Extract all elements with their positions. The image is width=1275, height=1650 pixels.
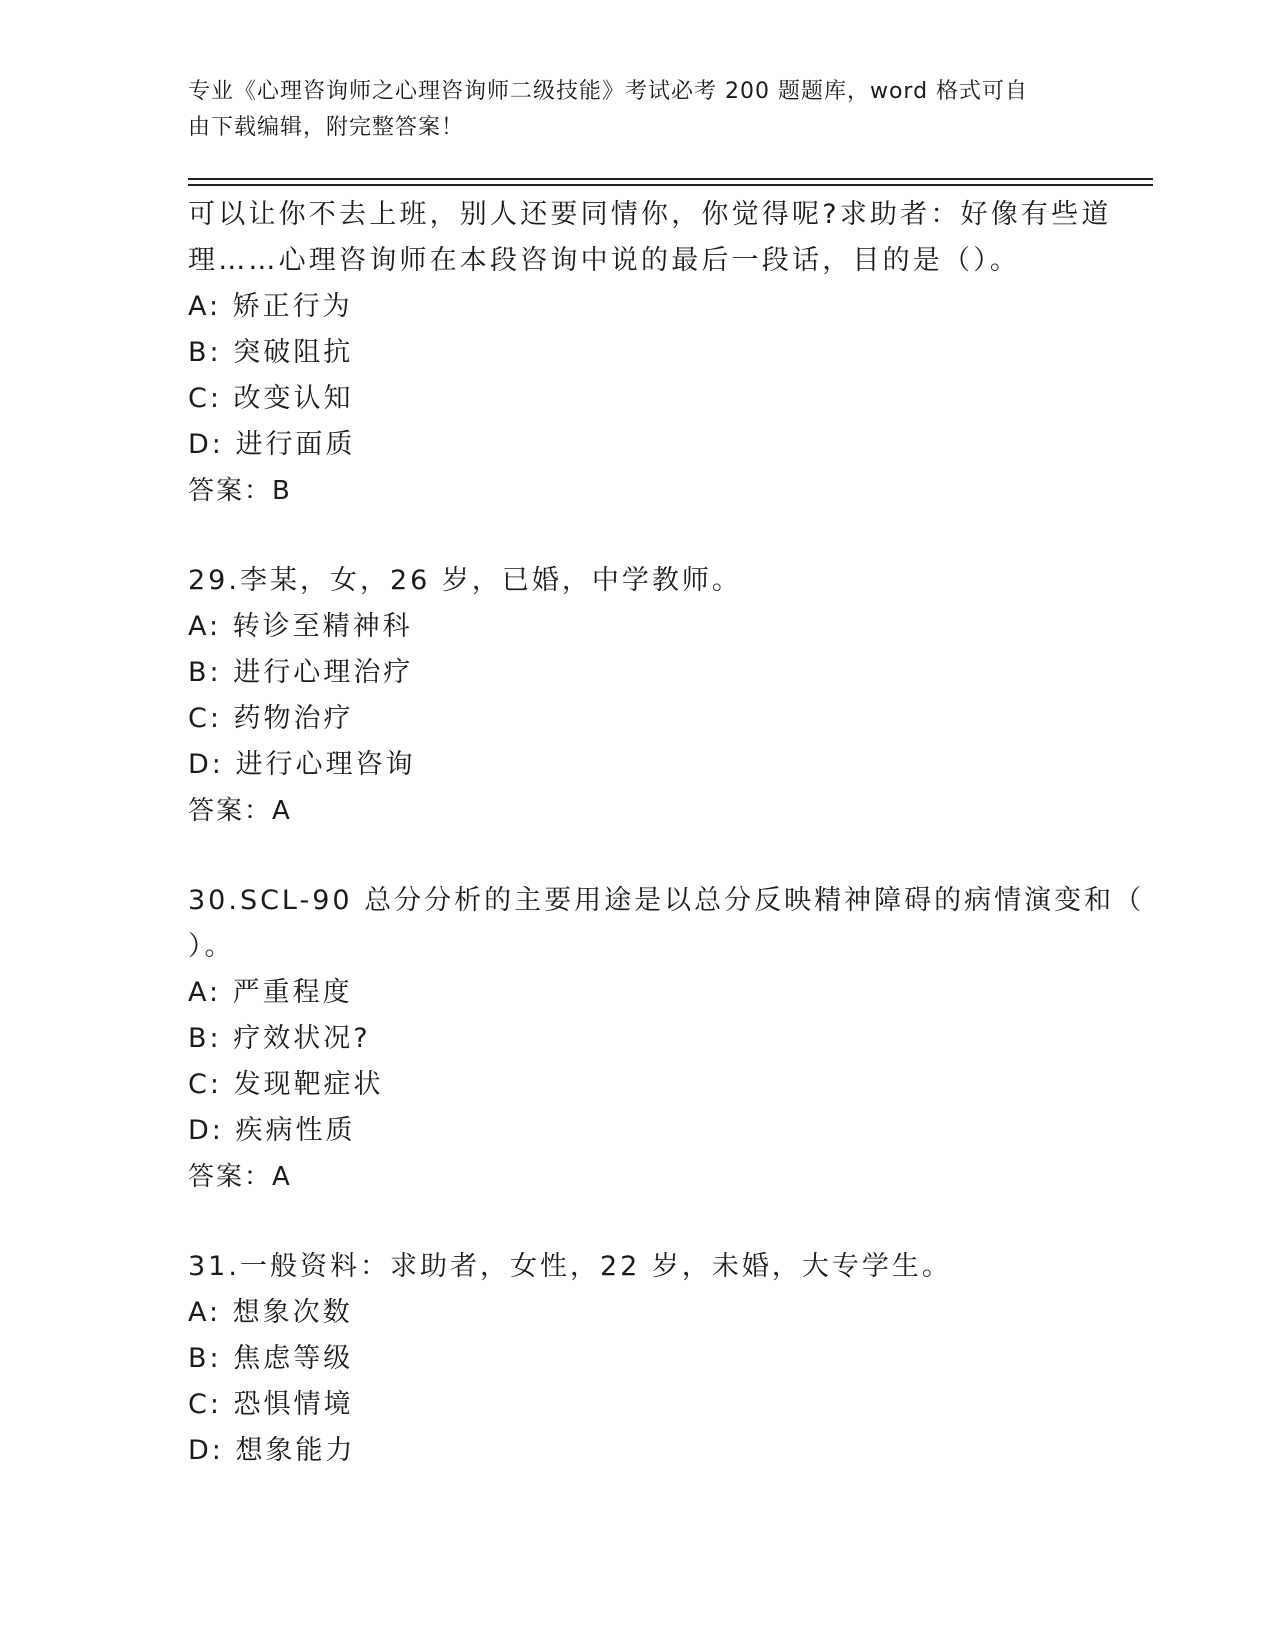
answer-line: 答案：A [188, 1162, 292, 1192]
option-d: D: 想象能力 [188, 1435, 356, 1466]
answer-line: 答案：A [188, 796, 292, 826]
question-stem-line: 理……心理咨询师在本段咨询中说的最后一段话，目的是（）。 [188, 245, 1021, 276]
spacer [188, 1200, 1088, 1244]
header-rule-top [188, 178, 1153, 180]
answer-line: 答案：B [188, 476, 292, 506]
question-content [188, 192, 1145, 1474]
option-b: B: 疗效状况? [188, 1023, 371, 1054]
question-stem-line: 可以让你不去上班，别人还要同情你，你觉得呢?求助者：好像有些道 [188, 199, 1112, 230]
option-a: A: 转诊至精神科 [188, 611, 413, 642]
question-stem-line: 31.一般资料：求助者，女性，22 岁，未婚，大专学生。 [188, 1251, 952, 1282]
option-d: D: 进行面质 [188, 429, 356, 460]
question-28-continued [188, 192, 1112, 514]
question-30 [188, 878, 1145, 1200]
header-rule-bottom [188, 184, 1153, 186]
option-d: D: 疾病性质 [188, 1115, 356, 1146]
option-c: C: 恐惧情境 [188, 1389, 354, 1420]
option-c: C: 发现靶症状 [188, 1069, 384, 1100]
header-title-line-2: 由下载编辑，附完整答案！ [188, 115, 465, 140]
option-a: A: 想象次数 [188, 1297, 353, 1328]
spacer [188, 514, 1088, 558]
question-29 [188, 558, 1088, 834]
question-31 [188, 1244, 1088, 1474]
option-a: A: 严重程度 [188, 977, 353, 1008]
question-stem-line: ）。 [188, 931, 235, 962]
question-stem-line: 29.李某，女，26 岁，已婚，中学教师。 [188, 565, 742, 596]
option-b: B: 突破阻抗 [188, 337, 354, 368]
option-c: C: 改变认知 [188, 383, 354, 414]
option-c: C: 药物治疗 [188, 703, 354, 734]
option-b: B: 进行心理治疗 [188, 657, 414, 688]
header-title-line-1: 专业《心理咨询师之心理咨询师二级技能》考试必考 200 题题库，word 格式可自 [188, 79, 1029, 104]
option-a: A: 矫正行为 [188, 291, 353, 322]
option-b: B: 焦虑等级 [188, 1343, 354, 1374]
question-stem-line: 30.SCL-90 总分分析的主要用途是以总分反映精神障碍的病情演变和（ [188, 885, 1145, 916]
spacer [188, 834, 1088, 878]
document-header [188, 74, 1068, 146]
option-d: D: 进行心理咨询 [188, 749, 416, 780]
